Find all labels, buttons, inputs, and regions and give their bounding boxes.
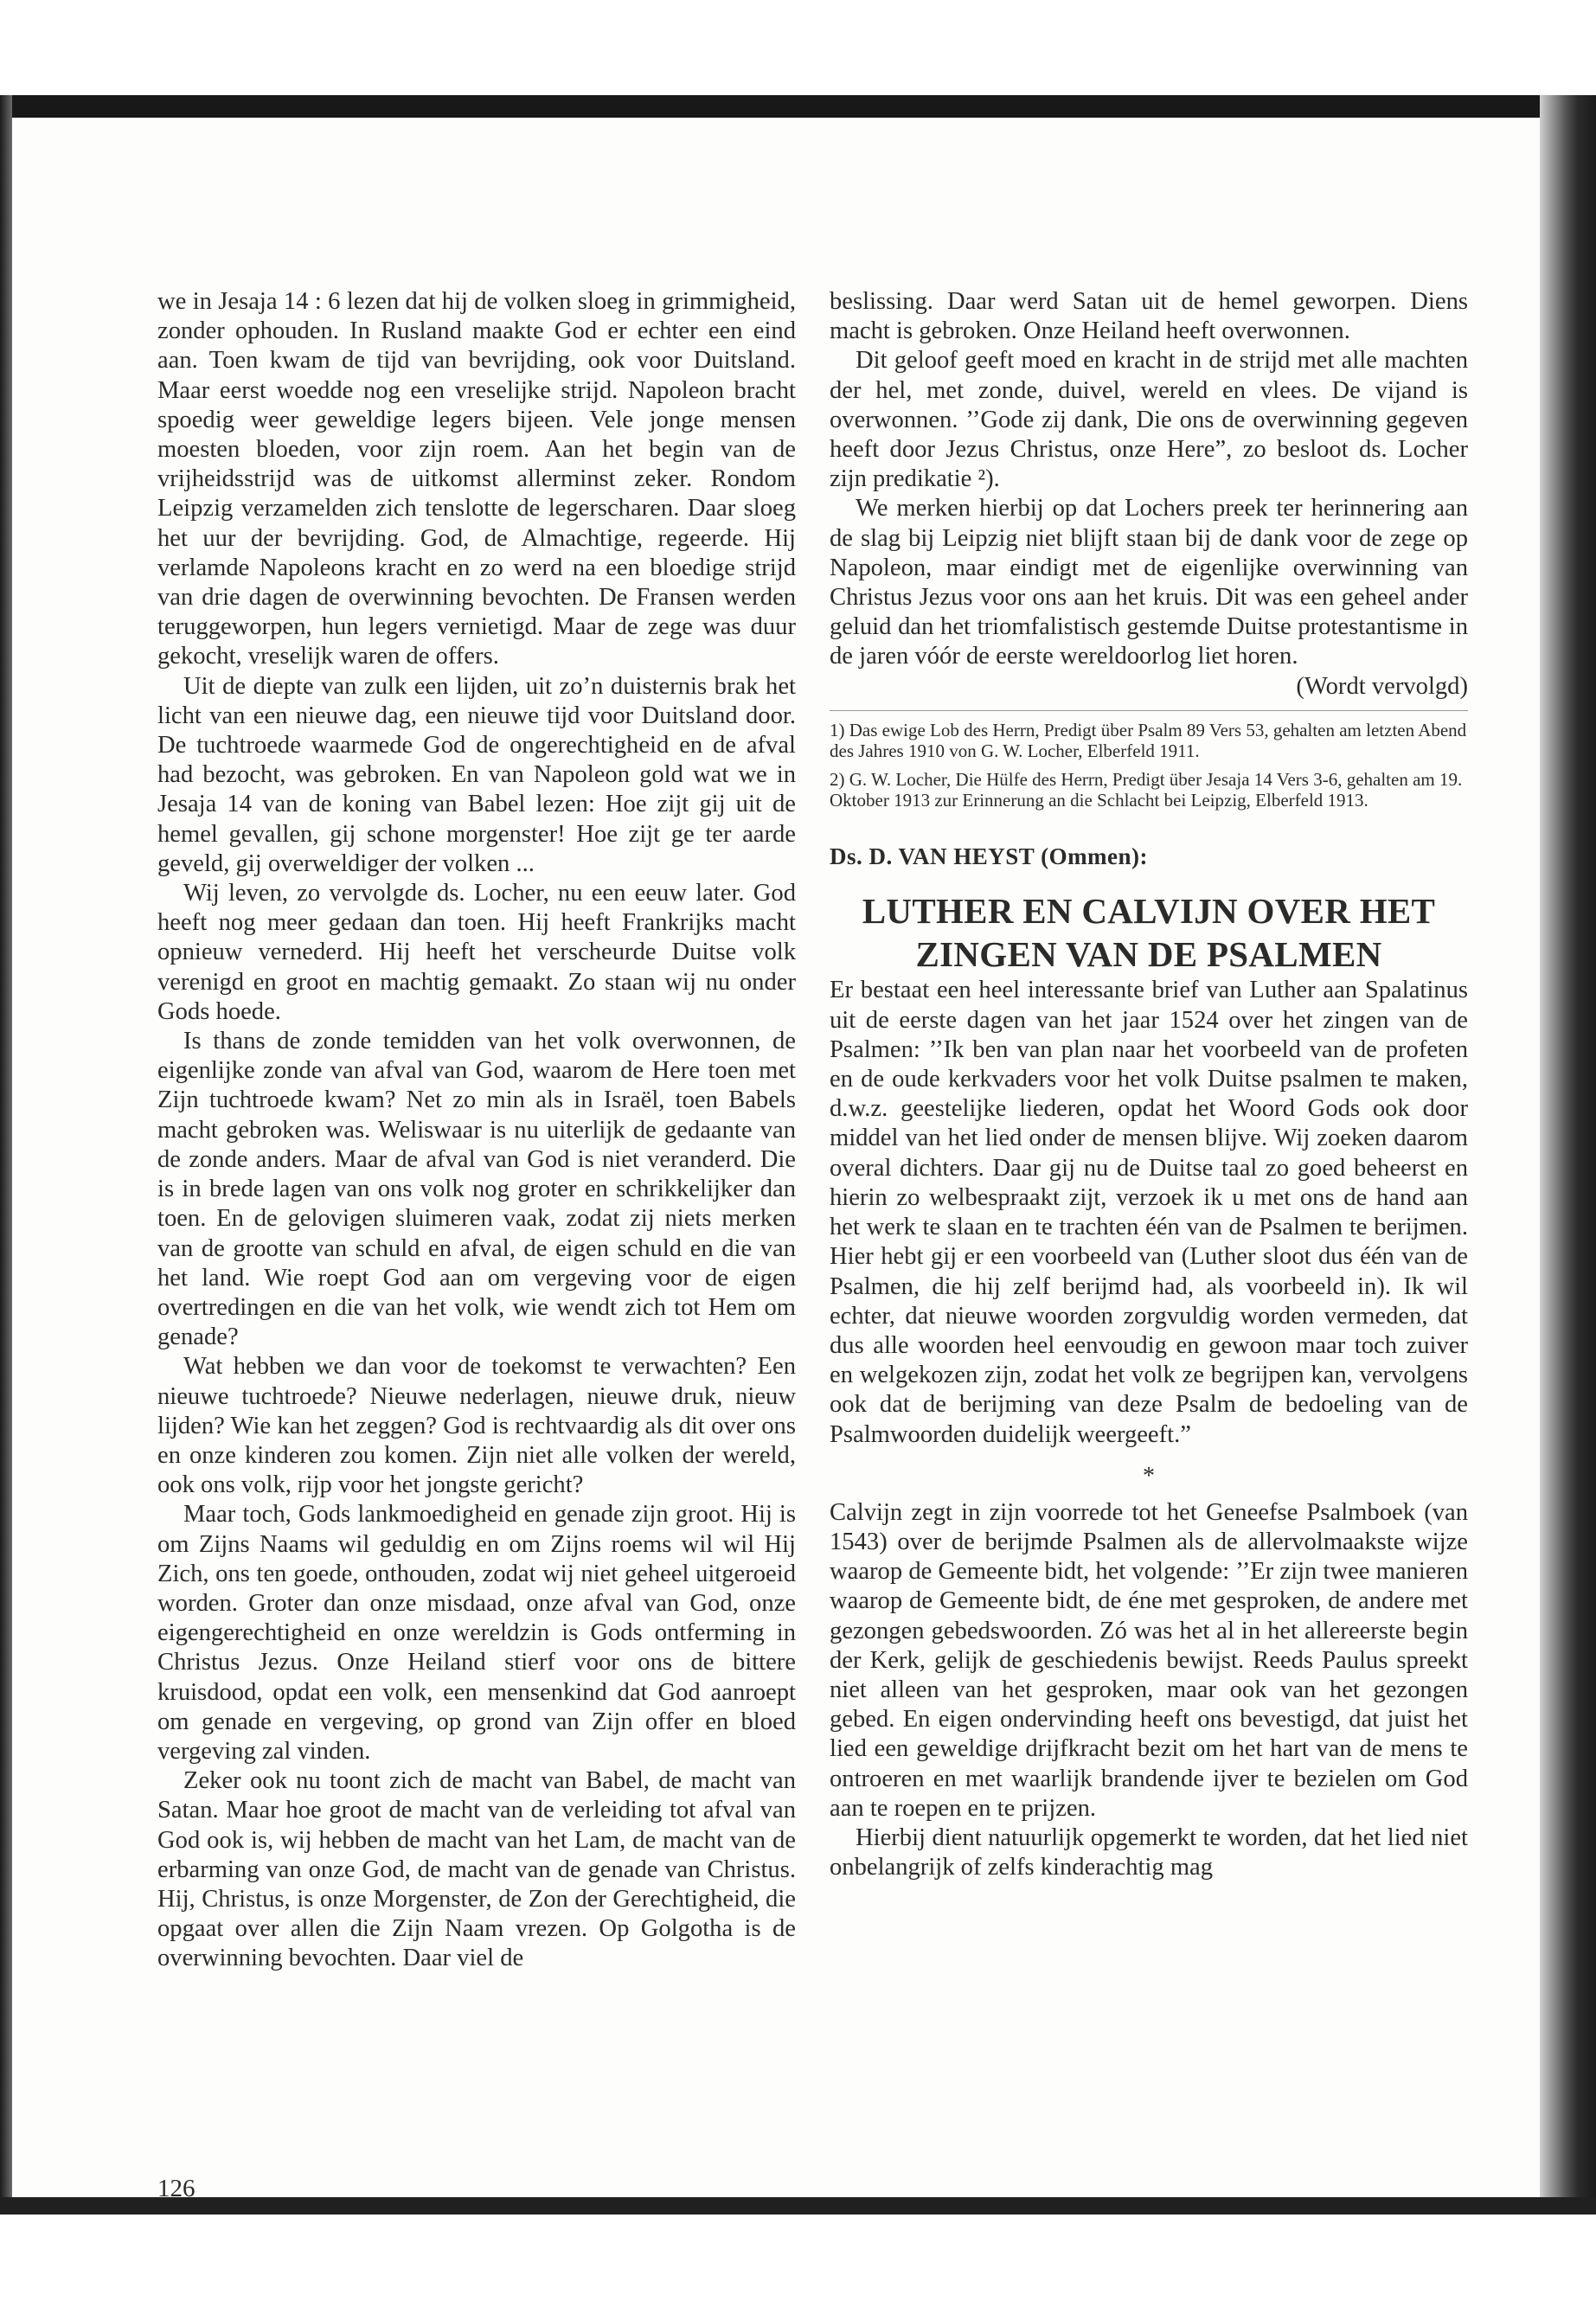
body-paragraph: Calvijn zegt in zijn voorrede tot het Geneefse Psalmboek (van 1543) over de berijmde Psalmen als de allervolmaakste wijze waarop de Gemeente bidt, het volgende: ’’Er zijn twee manieren waarop de Gemeente bidt, de éne met gesproken, de andere met gezongen gebedswoorden. Zó was het al in het allereerste begin der Kerk, gelijk de geschiedenis bewijst. Reeds Paulus spreekt niet alleen van het gesproken, maar ook van het gezongen gebed. En eigen ondervinding heeft ons bevestigd, dat juist het lied een geweldige drijfkracht bezit om het hart van de mens te ontroeren en met waarlijk brandende ijver te bezielen om God aan te roepen en te prijzen. [830, 1498, 1468, 1822]
body-paragraph: Is thans de zonde temidden van het volk overwonnen, de eigenlijke zonde van afval van God, waarom de Here toen met Zijn tuchtroede kwam? Net zo min als in Israël, toen Babels macht gebroken was. Weliswaar is nu uiterlijk de gedaante van de zonde anders. Maar de afval van God is niet veranderd. Die is in brede lagen van ons volk nog groter en schrikkelijker dan toen. En de gelovigen sluimeren vaak, zodat zij niets merken van de grootte van schuld en afval, de eigen schuld en die van het land. Wie roept God aan om vergeving voor de eigen overtredingen en die van het volk, wie wendt zich tot Hem om genade? [157, 1028, 796, 1351]
article-title [830, 889, 1468, 976]
footnote: 2) G. W. Locher, Die Hülfe des Herrn, Predigt über Jesaja 14 Vers 3-6, gehalten am 19. Oktober 1913 zur Erinnerung an die Schlacht bei Leipzig, Elberfeld 1913. [830, 768, 1463, 811]
body-paragraph: Dit geloof geeft moed en kracht in de strijd met alle machten der hel, met zonde, duivel, wereld en vlees. De vijand is overwonnen. ’’Gode zij dank, Die ons de overwinning gegeven heeft door Jezus Christus, onze Here”, zo besloot ds. Locher zijn predikatie ²). [830, 347, 1468, 493]
scan-border-left [0, 95, 12, 2214]
body-paragraph: we in Jesaja 14 : 6 lezen dat hij de volken sloeg in grimmigheid, zonder ophouden. In Rusland maakte God er echter een eind aan. Toen kwam de tijd van bevrijding, ook voor Duitsland. Maar eerst woedde nog een vreselijke strijd. Napoleon bracht spoedig weer geweldige legers bijeen. Vele jonge mensen moesten bloeden, voor zijn roem. Aan het begin van de vrijheidsstrijd was de uitkomst allerminst zeker. Rondom Leipzig verzamelden zich tenslotte de legerscharen. Daar sloeg het uur der bevrijding. God, de Almachtige, regeerde. Hij verlamde Napoleons kracht en zo werd na een bloedige strijd van drie dagen de overwinning bevochten. De Fransen werden teruggeworpen, hun legers vernietigd. Maar de zege was duur gekocht, vreselijk waren de offers. [157, 288, 796, 670]
body-paragraph: Wij leven, zo vervolgde ds. Locher, nu een eeuw later. God heeft nog meer gedaan dan toen. Hij heeft Frankrijks macht opnieuw vernederd. Hij heeft het verscheurde Duitse volk verenigd en groot en machtig gemaakt. Zo staan wij nu onder Gods hoede. [157, 880, 796, 1025]
article-body [830, 976, 1468, 1882]
body-paragraph: Uit de diepte van zulk een lijden, uit zo’n duisternis brak het licht van een nieuwe dag, een nieuwe tijd voor Duitsland door. De tuchtroede waarmede God de ongerechtigheid en de afval had bezocht, was gebroken. En van Napoleon gold wat we in Jesaja 14 van de koning van Babel lezen: Hoe zijt gij uit de hemel gevallen, gij schone morgenster! Hoe zijt ge ter aarde geveld, gij overweldiger der volken ... [157, 672, 796, 877]
scan-border-bottom [0, 2197, 1596, 2214]
body-paragraph: beslissing. Daar werd Satan uit de hemel geworpen. Diens macht is gebroken. Onze Heiland heeft overwonnen. [830, 288, 1468, 345]
body-paragraph: We merken hierbij op dat Lochers preek ter herinnering aan de slag bij Leipzig niet blijft staan bij de dank voor de zege op Napoleon, maar eindigt met de eigenlijke overwinning van Christus Jezus voor ons aan het kruis. Dit was een geheel ander geluid dan het triomfalistisch gestemde Duitse protestantisme in de jaren vóór de eerste wereldoorlog liet horen. [830, 495, 1468, 670]
right-column [830, 287, 1468, 1882]
to-be-continued: (Wordt vervolgd) [1296, 672, 1468, 700]
footnote: 1) Das ewige Lob des Herrn, Predigt über Psalm 89 Vers 53, gehalten am letzten Abend des Jahres 1910 von G. W. Locher, Elberfeld 1911. [830, 719, 1467, 762]
body-paragraph: Maar toch, Gods lankmoedigheid en genade zijn groot. Hij is om Zijns Naams wil geduldig en om Zijns roems wil wil Hij Zich, ons ten goede, onthouden, zodat wij niet geheel uitgeroeid worden. Groter dan onze misdaad, onze afval van God, onze eigengerechtigheid en onze wereldzin is Gods ontferming in Christus Jezus. Onze Heiland stierf voor ons de bittere kruisdood, opdat een volk, een mensenkind dat God aanroept om genade en vergeving, op grond van Zijn offer en bloed vergeving zal vinden. [157, 1501, 796, 1765]
section-separator: * [1143, 1462, 1155, 1490]
body-paragraph: Er bestaat een heel interessante brief van Luther aan Spalatinus uit de eerste dagen van het jaar 1524 over het zingen van de Psalmen: ’’Ik ben van plan naar het voorbeeld van de profeten en de oude kerkvaders voor het volk Duitse psalmen te maken, d.w.z. geestelijke liederen, opdat het Woord Gods ook door middel van het lied onder de mensen blijve. Wij zoeken daarom overal dichters. Daar gij nu de Duitse taal zo goed beheerst en hierin zo welbespraakt zijt, verzoek ik u met ons de hand aan het werk te slaan en te trachten één van de Psalmen te berijmen. Hier hebt gij er een voorbeeld van (Luther sloot dus één van de Psalmen, die hij zelf berijmd had, als voorbeeld in). Ik wil echter, dat nieuwe woorden zorgvuldig worden vermeden, dat dus alle woorden heel eenvoudig en gewoon maar toch zuiver en welgekozen zijn, zodat het volk ze begrijpen kan, vervolgens ook dat de berijming van deze Psalm de bedoeling van de Psalmwoorden duidelijk weergeeft.” [830, 977, 1468, 1448]
scan-border-top [0, 95, 1596, 118]
footnotes [830, 710, 1468, 811]
body-paragraph: Hierbij dient natuurlijk opgemerkt te worden, dat het lied niet onbelangrijk of zelfs kinderachtig mag [830, 1823, 1468, 1881]
article-author: Ds. D. VAN HEYST (Ommen): [830, 843, 1149, 870]
magazine-page [12, 118, 1540, 2202]
left-column [157, 287, 796, 1974]
article-title-line: LUTHER EN CALVIJN OVER HET [862, 891, 1436, 932]
scan-binding-shadow [1540, 95, 1596, 2214]
article-title-line: ZINGEN VAN DE PSALMEN [915, 934, 1382, 975]
page-number: 126 [157, 2175, 195, 2202]
body-paragraph: Zeker ook nu toont zich de macht van Babel, de macht van Satan. Maar hoe groot de macht van de verleiding tot afval van God ook is, wij hebben de macht van het Lam, de macht van de erbarming van onze God, de macht van de genade van Christus. Hij, Christus, is onze Morgenster, de Zon der Gerechtigheid, die opgaat over allen die Zijn Naam vrezen. Op Golgotha is de overwinning bevochten. Daar viel de [157, 1767, 796, 1972]
body-paragraph: Wat hebben we dan voor de toekomst te verwachten? Een nieuwe tuchtroede? Nieuwe nederlagen, nieuwe druk, nieuw lijden? Wie kan het zeggen? God is rechtvaardig als dit over ons en onze kinderen zou komen. Zijn niet alle volken der wereld, ook ons volk, rijp voor het jongste gericht? [157, 1353, 796, 1499]
